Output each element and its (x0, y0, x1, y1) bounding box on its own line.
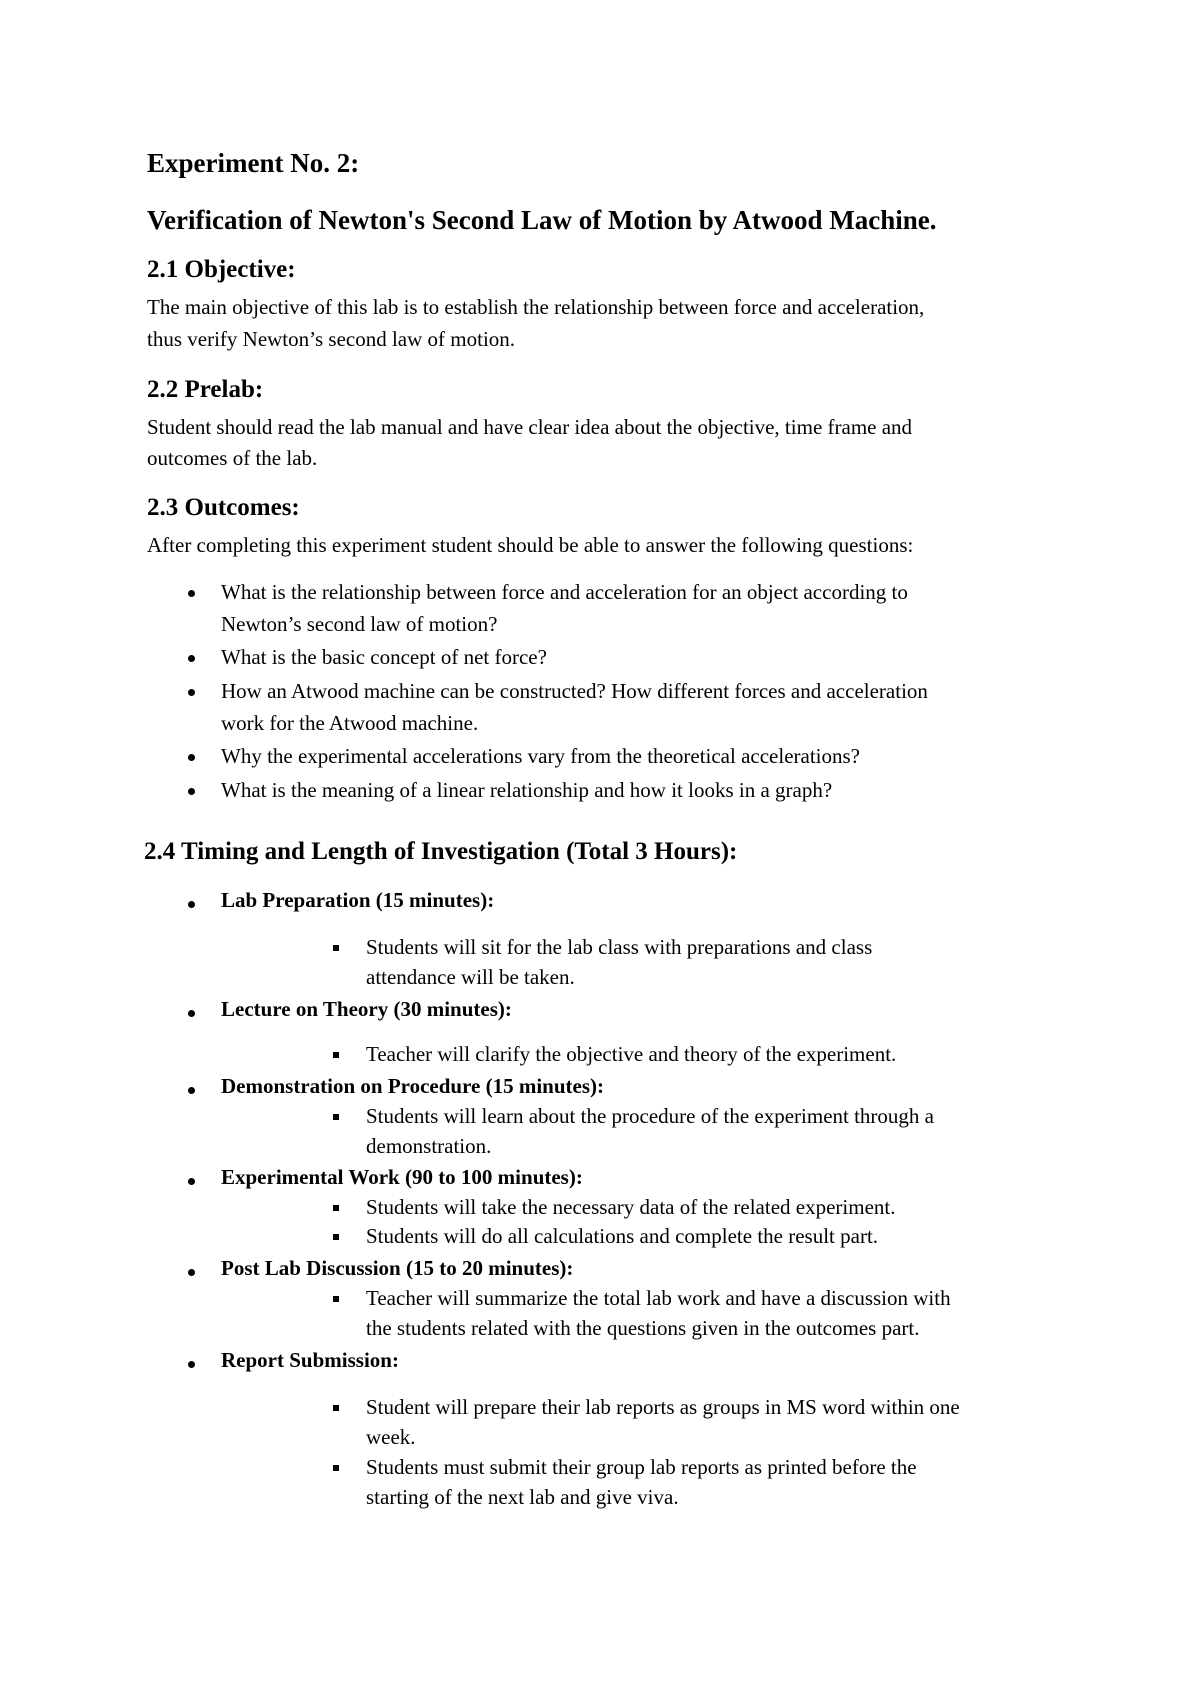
square-bullet-icon (333, 1205, 339, 1211)
timing-point: Student will prepare their lab reports as groups in MS word within one (366, 1395, 960, 1419)
square-bullet-icon (333, 1405, 339, 1411)
timing-point: Students will do all calculations and complete the result part. (366, 1224, 879, 1248)
timing-point-cont: week. (366, 1425, 416, 1449)
bullet-icon (188, 590, 195, 597)
square-bullet-icon (333, 1052, 339, 1058)
timing-point-cont: demonstration. (366, 1134, 492, 1158)
square-bullet-icon (333, 1234, 339, 1240)
outcomes-intro: After completing this experiment student should be able to answer the following questions: (147, 533, 914, 557)
square-bullet-icon (333, 945, 339, 951)
timing-point: Teacher will summarize the total lab work and have a discussion with (366, 1286, 951, 1310)
timing-point: Students will learn about the procedure of the experiment through a (366, 1104, 934, 1128)
timing-point: Students will sit for the lab class with preparations and class (366, 935, 873, 959)
timing-section-title: Report Submission: (221, 1348, 399, 1372)
timing-section-title: Demonstration on Procedure (15 minutes): (221, 1074, 605, 1098)
timing-point-cont: attendance will be taken. (366, 965, 575, 989)
prelab-line-2: outcomes of the lab. (147, 446, 318, 470)
bullet-icon (188, 1269, 195, 1276)
bullet-icon (188, 1087, 195, 1094)
bullet-icon (188, 901, 195, 908)
square-bullet-icon (333, 1296, 339, 1302)
prelab-heading: 2.2 Prelab: (147, 376, 264, 403)
timing-point-cont: the students related with the questions given in the outcomes part. (366, 1316, 920, 1340)
bullet-icon (188, 754, 195, 761)
outcome-item: What is the basic concept of net force? (221, 645, 547, 669)
outcome-item-cont: work for the Atwood machine. (221, 711, 479, 735)
timing-point: Students must submit their group lab reports as printed before the (366, 1455, 917, 1479)
outcomes-heading: 2.3 Outcomes: (147, 494, 300, 521)
timing-section-title: Post Lab Discussion (15 to 20 minutes): (221, 1256, 574, 1280)
timing-section-title: Experimental Work (90 to 100 minutes): (221, 1165, 583, 1189)
square-bullet-icon (333, 1114, 339, 1120)
bullet-icon (188, 788, 195, 795)
bullet-icon (188, 1010, 195, 1017)
objective-line-2: thus verify Newton’s second law of motion. (147, 327, 516, 351)
timing-point-cont: starting of the next lab and give viva. (366, 1485, 679, 1509)
objective-heading: 2.1 Objective: (147, 256, 296, 283)
bullet-icon (188, 655, 195, 662)
timing-point: Teacher will clarify the objective and theory of the experiment. (366, 1042, 897, 1066)
outcome-item: Why the experimental accelerations vary from the theoretical accelerations? (221, 744, 861, 768)
outcome-item: What is the relationship between force and acceleration for an object according to (221, 580, 908, 604)
timing-section-title: Lab Preparation (15 minutes): (221, 888, 495, 912)
outcome-item: What is the meaning of a linear relationship and how it looks in a graph? (221, 778, 833, 802)
prelab-line-1: Student should read the lab manual and have clear idea about the objective, time frame and (147, 415, 913, 439)
timing-point: Students will take the necessary data of the related experiment. (366, 1195, 896, 1219)
experiment-title: Experiment No. 2: (147, 148, 360, 178)
outcome-item: How an Atwood machine can be constructed? How different forces and acceleration (221, 679, 928, 703)
bullet-icon (188, 1361, 195, 1368)
outcome-item-cont: Newton’s second law of motion? (221, 612, 498, 636)
bullet-icon (188, 689, 195, 696)
square-bullet-icon (333, 1465, 339, 1471)
bullet-icon (188, 1178, 195, 1185)
timing-heading: 2.4 Timing and Length of Investigation (Total 3 Hours): (144, 838, 738, 865)
timing-section-title: Lecture on Theory (30 minutes): (221, 997, 512, 1021)
objective-line-1: The main objective of this lab is to establish the relationship between force and acceleration, (147, 295, 925, 319)
experiment-subtitle: Verification of Newton's Second Law of Motion by Atwood Machine. (147, 205, 937, 235)
